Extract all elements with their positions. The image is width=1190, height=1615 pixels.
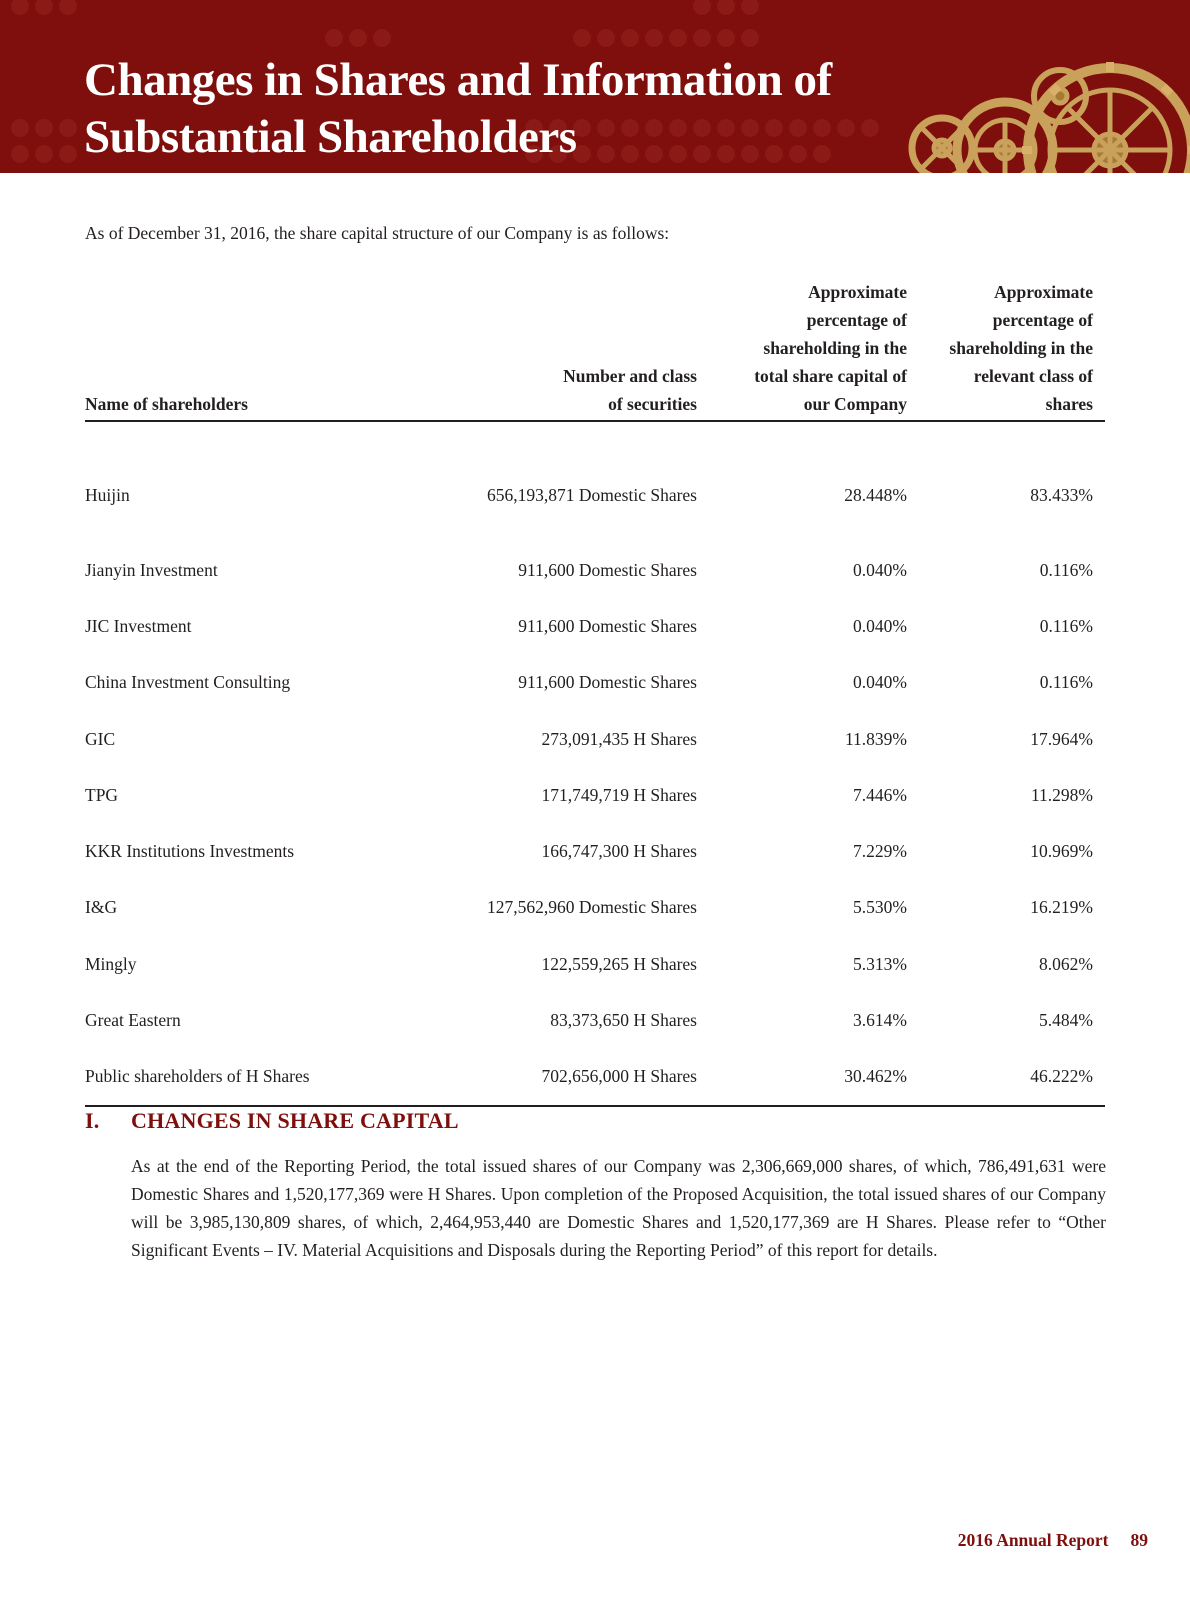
page-title	[84, 52, 832, 166]
table-row: Great Eastern 83,373,650 H Shares 3.614% 5.484%	[85, 1010, 1093, 1031]
table-row: I&G 127,562,960 Domestic Shares 5.530% 16.219%	[85, 897, 1093, 918]
section-number: I.	[85, 1108, 100, 1133]
table-row: Mingly 122,559,265 H Shares 5.313% 8.062%	[85, 953, 1093, 974]
header-banner	[0, 0, 1190, 173]
col-header-name: Name of shareholders	[85, 278, 445, 421]
table-row: TPG 171,749,719 H Shares 7.446% 11.298%	[85, 784, 1093, 805]
report-name: 2016 Annual Report	[957, 1530, 1109, 1550]
table-row: GIC 273,091,435 H Shares 11.839% 17.964%	[85, 728, 1093, 749]
col-header-number: Number and class of securities	[445, 278, 709, 421]
table-row: JIC Investment 911,600 Domestic Shares 0.040% 0.116%	[85, 615, 1093, 636]
shareholders-table	[85, 278, 1105, 1107]
gears-illustration	[900, 0, 1190, 173]
intro-text: As of December 31, 2016, the share capital structure of our Company is as follows:	[85, 223, 670, 243]
table-row: Jianyin Investment 911,600 Domestic Shares 0.040% 0.116%	[85, 559, 1093, 580]
table-row: Public shareholders of H Shares 702,656,000 H Shares 30.462% 46.222%	[85, 1049, 1105, 1106]
page-title-line2: Substantial Shareholders	[84, 111, 577, 163]
page-footer	[958, 1530, 1148, 1551]
table-row: Huijin 656,193,871 Domestic Shares 28.448% 83.433%	[85, 484, 1093, 505]
col-header-pct-total: Approximate percentage of shareholding in the total share capital of our Company	[709, 278, 919, 421]
col-header-pct-class: Approximate percentage of shareholding in the relevant class of shares	[919, 278, 1105, 421]
section-title: CHANGES IN SHARE CAPITAL	[131, 1108, 459, 1133]
table-header-row	[85, 278, 1105, 421]
section-heading	[85, 1108, 459, 1134]
section-paragraph: As at the end of the Reporting Period, the total issued shares of our Company was 2,306,669,000 shares, of which, 786,491,631 were Domestic Shares and 1,520,177,369 were H Shares. Upon completion of the Proposed Acquisition, the total issued shares of our Company will be 3,985,130,809 shares, of which, 2,464,953,440 are Domestic Shares and 1,520,177,369 are H Shares. Please refer to “Other Significant Events – IV. Material Acquisitions and Disposals during the Reporting Period” of this report for details.	[131, 1156, 1106, 1260]
page-title-line1: Changes in Shares and Information of	[84, 54, 832, 106]
table-row: China Investment Consulting 911,600 Domestic Shares 0.040% 0.116%	[85, 672, 1093, 693]
table-row: KKR Institutions Investments 166,747,300 H Shares 7.229% 10.969%	[85, 841, 1093, 862]
page-number: 89	[1130, 1530, 1148, 1550]
